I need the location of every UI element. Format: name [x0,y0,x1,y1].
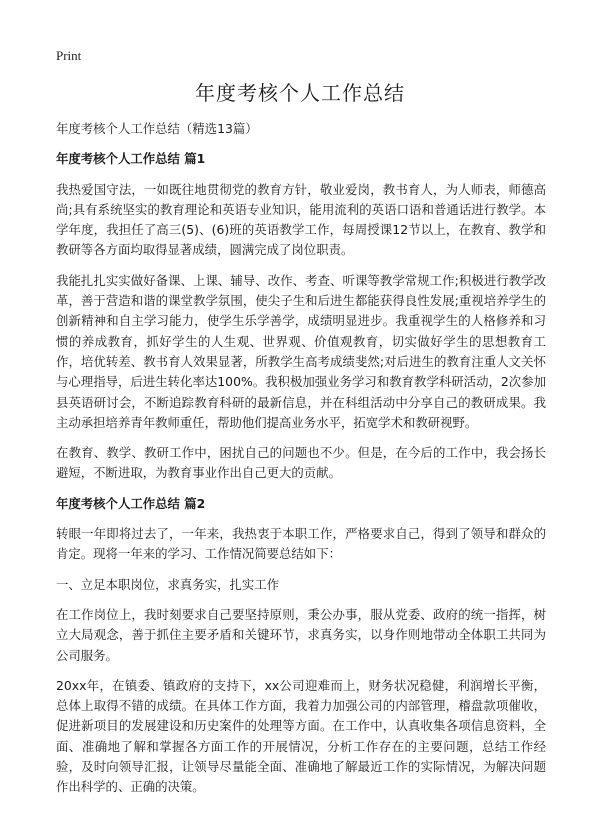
paragraph: 转眼一年即将过去了，一年来，我热衷于本职工作，严格要求自己，得到了领导和群众的肯定。现将一年来的学习、工作情况简要总结如下： [56,526,546,562]
paragraph: 在教育、教学、教研工作中，困扰自己的问题也不少。但是，在今后的工作中，我会扬长避短，不断进取，为教育事业作出自己更大的贡献。 [56,445,546,481]
document-subtitle: 年度考核个人工作总结（精选13篇） [56,121,258,136]
print-link[interactable]: Print [56,48,82,63]
document-body [56,119,546,808]
paragraph: 一、立足本职岗位，求真务实，扎实工作 [56,576,280,592]
paragraph: 在工作岗位上，我时刻要求自己要坚持原则，秉公办事，服从党委、政府的统一指挥，树立大局观念，善于抓住主要矛盾和关键环节，求真务实，以身作则地带动全体职工共同为公司服务。 [56,606,546,663]
paragraph: 我热爱国守法，一如既往地贯彻党的教育方针，敬业爱岗，教书育人，为人师表，师德高尚;具有系统坚实的教育理论和英语专业知识，能用流利的英语口语和普通话进行教学。本学年度，我担任了高三(5)、(6)班的英语教学工作，每周授课12节以上，在教育、教学和教研等各方面均取得显著成绩，圆满完成了岗位职责。 [56,181,546,258]
section-heading-2: 年度考核个人工作总结 篇2 [56,495,206,511]
section-heading-1: 年度考核个人工作总结 篇1 [56,151,206,167]
page-title: 年度考核个人工作总结 [195,81,405,105]
paragraph: 20xx年，在镇委、镇政府的支持下，xx公司迎难而上，财务状况稳健，利润增长平衡，总体上取得不错的成绩。在具体工作方面，我着力加强公司的内部管理，稽盘款项催收，促进新项目的发展建设和历史案件的处理等方面。在工作中，认真收集各项信息资料，全面、准确地了解和掌握各方面工作的开展情况，分析工作存在的主要问题，总结工作经验，及时向领导汇报，让领导尽量能全面、准确地了解最近工作的实际情况，为解决问题作出科学的、正确的决策。 [56,677,546,795]
paragraph: 我能扎扎实实做好备课、上课、辅导、改作、考查、听课等教学常规工作;积极进行教学改革，善于营造和谐的课堂教学氛围，使尖子生和后进生都能获得良性发展;重视培养学生的创新精神和自主学习能力，使学生乐学善学，成绩明显进步。我重视学生的人格修养和习惯的养成教育，抓好学生的人生观、世界观、价值观教育，切实做好学生的思想教育工作，培优转差、教书育人效果显著，所教学生高考成绩斐然;对后进生的教育注重人文关怀与心理指导，后进生转化率达100%。我积极加强业务学习和教育教学科研活动，2次参加县英语研讨会，不断追踪教育科研的最新信息，并在科组活动中分享自己的教研成果。我主动承担培养青年教师重任，帮助他们提高业务水平，拓宽学术和教研视野。 [56,272,546,430]
